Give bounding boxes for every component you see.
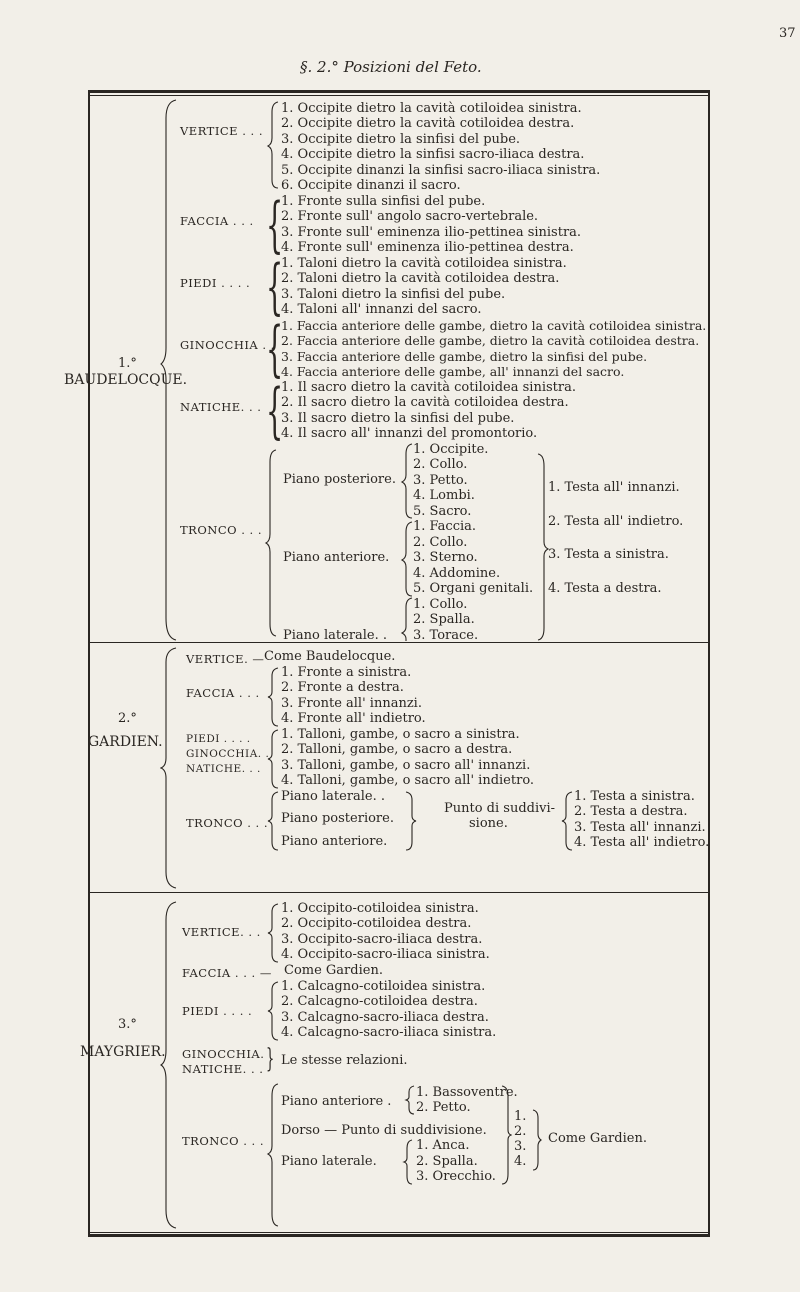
maygrier-relazioni-brace: } [266, 1044, 275, 1074]
list-item: 3. Talloni, gambe, o sacro all' innanzi. [281, 758, 531, 773]
list-item: 2. Spalla. [413, 612, 475, 627]
gardien-vertice-label: VERTICE. — [186, 652, 265, 666]
gardien-brace [160, 646, 180, 890]
position-item: 2. Testa all' indietro. [548, 514, 684, 529]
baudelocque-title: BAUDELOCQUE. [64, 372, 188, 388]
bottom-rule [90, 1234, 710, 1237]
piedi-brace: { [266, 252, 284, 322]
maygrier-title: MAYGRIER. [80, 1044, 166, 1060]
right-rule [708, 90, 710, 1237]
list-item: 2. Petto. [416, 1100, 471, 1115]
maygrier-relazioni: Le stesse relazioni. [281, 1053, 408, 1068]
list-item: 3. Orecchio. [416, 1169, 496, 1184]
piano-posteriore-label: Piano posteriore. [283, 472, 396, 487]
maygrier-dorso: Dorso — Punto di suddivisione. [281, 1123, 487, 1138]
list-item: 3. Petto. [413, 473, 468, 488]
list-item: 3. Occipite dietro la sinfisi del pube. [281, 132, 521, 147]
position-item: 3. Testa a sinistra. [548, 547, 669, 562]
position-item: 2. Testa a destra. [574, 804, 688, 819]
list-item: 3. Calcagno-sacro-iliaca destra. [281, 1010, 489, 1025]
list-item: 2. Spalla. [416, 1154, 478, 1169]
list-item: 2. Fronte sull' angolo sacro-vertebrale. [281, 209, 539, 224]
position-item: 4. Testa all' indietro. [574, 835, 710, 850]
piano-laterale-label: Piano laterale. . [283, 628, 388, 643]
list-item: 1. Faccia. [413, 519, 477, 534]
list-item: 4. Occipite dietro la sinfisi sacro-iliaca destra. [281, 147, 585, 162]
maygrier-piedi-label: PIEDI . . . . [182, 1004, 253, 1018]
maygrier-vertice-brace [266, 902, 280, 964]
number-item: 3. [514, 1139, 527, 1154]
gardien-ginocchia-label: GINOCCHIA. . [186, 748, 270, 760]
maygrier-brace [160, 900, 180, 1230]
piano-item: Piano anteriore. [281, 834, 388, 849]
vertice-brace [266, 100, 280, 190]
gardien-positions-brace [560, 790, 574, 852]
maygrier-anteriore-brace [404, 1084, 416, 1116]
list-item: 1. Fronte sulla sinfisi del pube. [281, 194, 486, 209]
maygrier-numbers-brace-left [500, 1084, 512, 1186]
list-item: 1. Occipito-cotiloidea sinistra. [281, 901, 479, 916]
maygrier-tronco-label: TRONCO . . . [182, 1134, 264, 1148]
piano-item: Piano laterale. . [281, 789, 386, 804]
maygrier-ginocchia-label: GINOCCHIA. [182, 1047, 265, 1061]
list-item: 4. Talloni, gambe, o sacro all' indietro. [281, 773, 535, 788]
maygrier-faccia-label: FACCIA . . . — [182, 966, 272, 980]
list-item: 5. Sacro. [413, 504, 472, 519]
baudelocque-number: 1.° [118, 356, 137, 371]
list-item: 6. Occipite dinanzi il sacro. [281, 178, 461, 193]
number-item: 1. [514, 1109, 527, 1124]
faccia-brace: { [266, 190, 284, 260]
list-item: 2. Occipito-cotiloidea destra. [281, 916, 472, 931]
ginocchia-brace: { [266, 314, 284, 384]
list-item: 4. Occipito-sacro-iliaca sinistra. [281, 947, 490, 962]
list-item: 4. Fronte all' indietro. [281, 711, 426, 726]
baudelocque-faccia-label: FACCIA . . . [180, 214, 254, 228]
baudelocque-natiche-label: NATICHE. . . [180, 400, 262, 414]
maygrier-anteriore-label: Piano anteriore . [281, 1094, 392, 1109]
section-divider-1 [90, 642, 710, 643]
list-item: 3. Il sacro dietro la sinfisi del pube. [281, 411, 515, 426]
list-item: 1. Bassoventre. [416, 1085, 518, 1100]
list-item: 1. Anca. [416, 1138, 470, 1153]
list-item: 1. Collo. [413, 597, 468, 612]
list-item: 1. Il sacro dietro la cavità cotiloidea sinistra. [281, 380, 576, 395]
laterale-brace [400, 597, 414, 642]
maygrier-piedi-brace [266, 980, 280, 1042]
list-item: 4. Taloni all' innanzi del sacro. [281, 302, 482, 317]
gardien-piedi-label: PIEDI . . . . [186, 733, 251, 745]
position-item: 1. Testa all' innanzi. [548, 480, 680, 495]
position-item: 1. Testa a sinistra. [574, 789, 695, 804]
posteriore-brace [400, 442, 414, 520]
list-item: 4. Fronte sull' eminenza ilio-pettinea destra. [281, 240, 574, 255]
maygrier-number: 3.° [118, 1017, 137, 1032]
piano-item: Piano posteriore. [281, 811, 394, 826]
list-item: 4. Addomine. [413, 566, 501, 581]
gardien-number: 2.° [118, 711, 137, 726]
list-item: 2. Taloni dietro la cavità cotiloidea destra. [281, 271, 560, 286]
gardien-punto-line1: Punto di suddivi- [444, 801, 556, 816]
list-item: 3. Sterno. [413, 550, 478, 565]
list-item: 1. Talloni, gambe, o sacro a sinistra. [281, 727, 520, 742]
list-item: 1. Faccia anteriore delle gambe, dietro la cavità cotiloidea sinistra. [281, 318, 707, 333]
gardien-punto-line2: sione. [469, 816, 508, 831]
list-item: 1. Fronte a sinistra. [281, 665, 412, 680]
top-rule-thin [90, 95, 710, 96]
list-item: 4. Calcagno-sacro-iliaca sinistra. [281, 1025, 497, 1040]
list-item: 2. Talloni, gambe, o sacro a destra. [281, 742, 513, 757]
list-item: 3. Occipito-sacro-iliaca destra. [281, 932, 483, 947]
number-item: 2. [514, 1124, 527, 1139]
top-rule [90, 90, 710, 93]
list-item: 1. Occipite dietro la cavità cotiloidea sinistra. [281, 101, 582, 116]
list-item: 3. Fronte sull' eminenza ilio-pettinea sinistra. [281, 225, 582, 240]
position-item: 4. Testa a destra. [548, 581, 662, 596]
maygrier-tronco-brace [266, 1082, 280, 1228]
list-item: 2. Il sacro dietro la cavità cotiloidea destra. [281, 395, 569, 410]
list-item: 1. Taloni dietro la cavità cotiloidea sinistra. [281, 256, 567, 271]
gardien-faccia-label: FACCIA . . . [186, 686, 260, 700]
section-divider-2 [90, 892, 710, 893]
number-item: 4. [514, 1154, 527, 1169]
maygrier-natiche-label: NATICHE. . . [182, 1062, 264, 1076]
gardien-piani-brace [404, 790, 418, 852]
list-item: 2. Collo. [413, 457, 468, 472]
gardien-natiche-label: NATICHE. . . [186, 763, 261, 775]
list-item: 3. Torace. [413, 628, 479, 643]
list-item: 3. Taloni dietro la sinfisi del pube. [281, 287, 506, 302]
maygrier-numbers-brace-right [531, 1108, 543, 1172]
list-item: 5. Organi genitali. [413, 581, 534, 596]
natiche-brace: { [266, 376, 284, 446]
list-item: 2. Fronte a destra. [281, 680, 404, 695]
list-item: 4. Il sacro all' innanzi del promontorio. [281, 426, 538, 441]
baudelocque-ginocchia-label: GINOCCHIA . . [180, 338, 275, 352]
gardien-title: GARDIEN. [88, 734, 163, 750]
gardien-piedi-brace [266, 728, 280, 790]
list-item: 1. Calcagno-cotiloidea sinistra. [281, 979, 486, 994]
left-rule [88, 90, 90, 1237]
maygrier-laterale-label: Piano laterale. [281, 1154, 377, 1169]
list-item: 1. Occipite. [413, 442, 489, 457]
baudelocque-piedi-label: PIEDI . . . . [180, 276, 251, 290]
list-item: 2. Occipite dietro la cavità cotiloidea destra. [281, 116, 575, 131]
gardien-tronco-brace [266, 790, 280, 852]
maygrier-faccia-text: Come Gardien. [284, 963, 383, 978]
list-item: 3. Fronte all' innanzi. [281, 696, 422, 711]
list-item: 3. Faccia anteriore delle gambe, dietro la sinfisi del pube. [281, 349, 648, 364]
position-item: 3. Testa all' innanzi. [574, 820, 706, 835]
tronco-brace [264, 448, 278, 638]
bottom-rule-thin [90, 1232, 710, 1233]
list-item: 2. Collo. [413, 535, 468, 550]
maygrier-laterale-brace [402, 1138, 414, 1186]
page-header: §. 2.° Posizioni del Feto. [300, 58, 482, 76]
baudelocque-brace [160, 98, 180, 643]
maygrier-come-gardien: Come Gardien. [548, 1131, 647, 1146]
list-item: 4. Lombi. [413, 488, 475, 503]
piano-anteriore-label: Piano anteriore. [283, 550, 390, 565]
maygrier-vertice-label: VERTICE. . . [182, 925, 261, 939]
list-item: 5. Occipite dinanzi la sinfisi sacro-iliaca sinistra. [281, 163, 601, 178]
gardien-vertice-text: Come Baudelocque. [264, 649, 396, 664]
baudelocque-vertice-label: VERTICE . . . [180, 124, 263, 138]
page-number: 37 [779, 26, 796, 41]
list-item: 2. Faccia anteriore delle gambe, dietro la cavità cotiloidea destra. [281, 333, 700, 348]
list-item: 2. Calcagno-cotiloidea destra. [281, 994, 478, 1009]
gardien-faccia-brace [266, 666, 280, 728]
gardien-tronco-label: TRONCO . . . [186, 816, 268, 830]
baudelocque-tronco-label: TRONCO . . . [180, 523, 262, 537]
anteriore-brace [400, 520, 414, 598]
list-item: 4. Faccia anteriore delle gambe, all' innanzi del sacro. [281, 364, 625, 379]
